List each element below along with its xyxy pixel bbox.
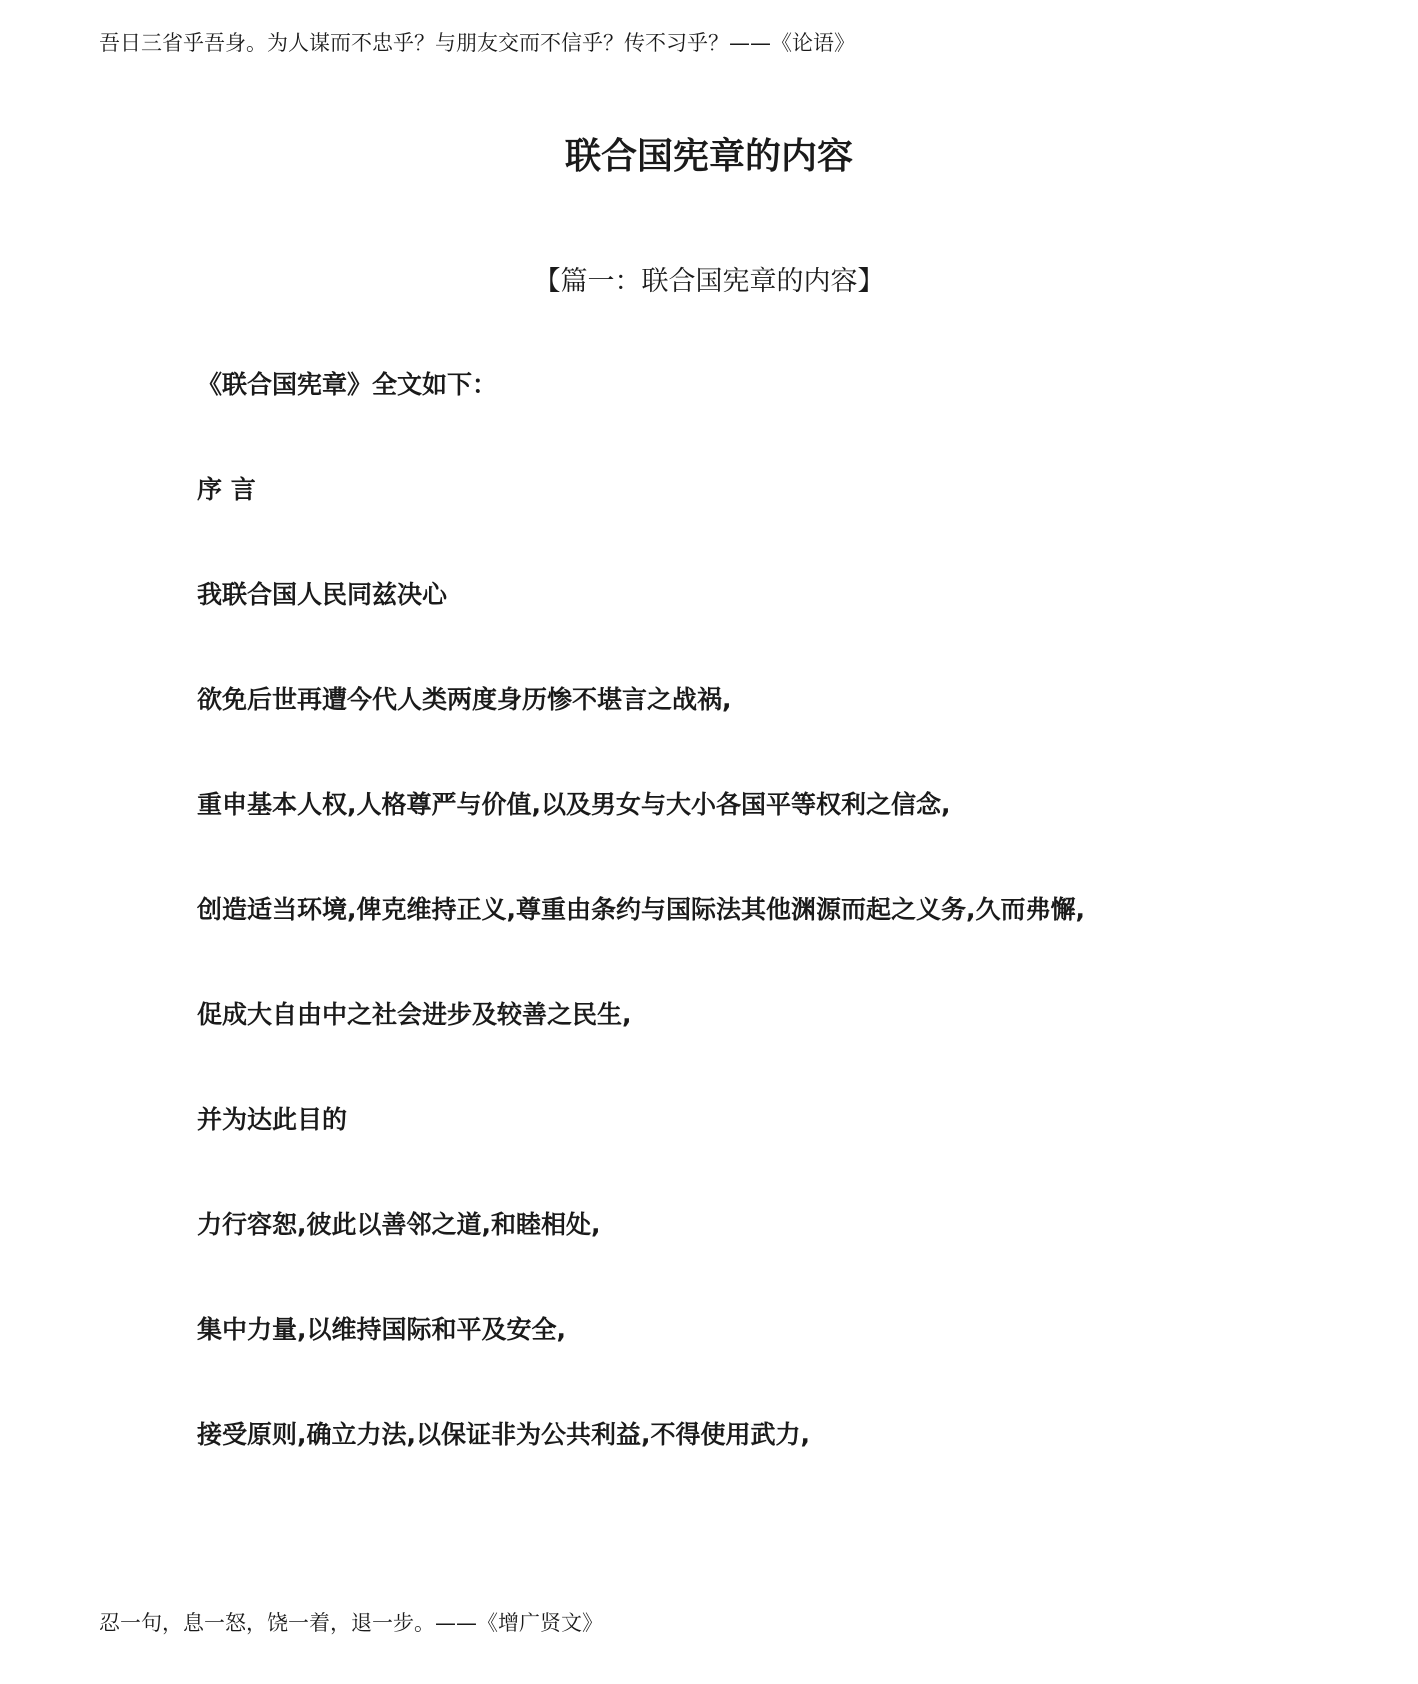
body-line: 欲免后世再遭今代人类两度身历惨不堪言之战祸, — [197, 685, 732, 714]
body-line: 力行容恕,彼此以善邻之道,和睦相处, — [197, 1210, 601, 1239]
document-title: 联合国宪章的内容 — [564, 136, 853, 177]
body-line: 重申基本人权,人格尊严与价值,以及男女与大小各国平等权利之信念, — [197, 790, 951, 819]
document-title-container — [0, 133, 1418, 181]
section-heading: 【篇一：联合国宪章的内容】 — [533, 266, 885, 297]
body-line: 集中力量,以维持国际和平及安全, — [197, 1315, 566, 1344]
body-line: 我联合国人民同兹决心 — [197, 580, 448, 609]
footer-quote: 忍一句，息一怒，饶一着，退一步。——《增广贤文》 — [99, 1611, 603, 1635]
body-line: 接受原则,确立力法,以保证非为公共利益,不得使用武力, — [197, 1420, 810, 1449]
body-line: 《联合国宪章》全文如下： — [197, 370, 498, 399]
body-line: 创造适当环境,俾克维持正义,尊重由条约与国际法其他渊源而起之义务,久而弗懈, — [197, 895, 1085, 924]
body-line: 促成大自由中之社会进步及较善之民生, — [197, 1000, 632, 1029]
header-quote: 吾日三省乎吾身。为人谋而不忠乎？与朋友交而不信乎？传不习乎？——《论语》 — [99, 31, 855, 55]
body-line: 并为达此目的 — [197, 1105, 348, 1134]
section-heading-container — [0, 262, 1418, 302]
body-line: 序 言 — [197, 475, 256, 504]
